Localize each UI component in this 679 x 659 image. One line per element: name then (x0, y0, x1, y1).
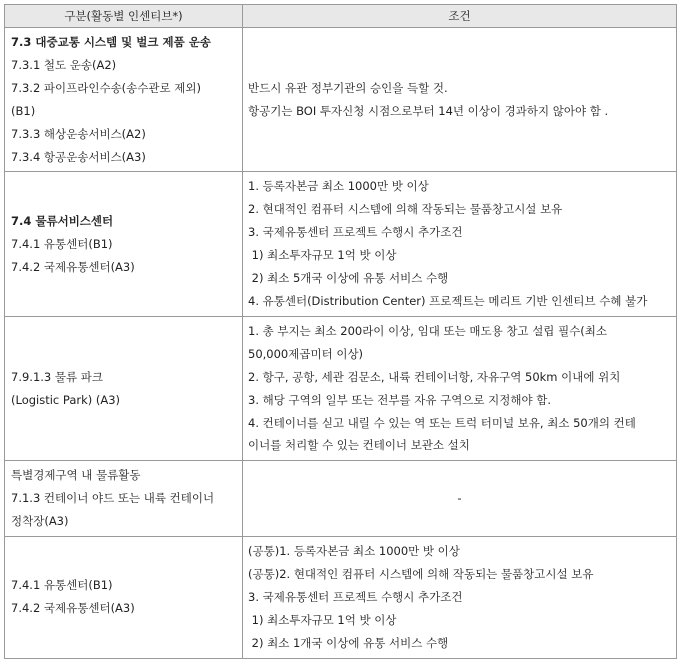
table-row (5, 28, 677, 172)
incentive-conditions-table (4, 4, 677, 659)
category-line: (Logistic Park) (A3) (11, 392, 121, 407)
conditions-cell (243, 461, 677, 537)
category-line: 7.9.1.3 물류 파크 (11, 369, 103, 384)
category-line: 7.3.2 파이프라인수송(송수관로 제외) (11, 80, 201, 95)
category-line: 7.4.2 국제유통센터(A3) (11, 601, 135, 616)
condition-line: 1) 최소투자규모 1억 밧 이상 (248, 612, 397, 627)
header-conditions: 조건 (243, 5, 677, 28)
category-line: 7.4.1 유통센터(B1) (11, 236, 113, 251)
category-line: 7.4.2 국제유통센터(A3) (11, 259, 135, 274)
condition-line: 2. 항구, 공항, 세관 검문소, 내륙 컨테이너항, 자유구역 50km 이내에 위치 (248, 369, 621, 384)
conditions-cell (243, 28, 677, 172)
header-category: 구분(활동별 인센티브*) (5, 5, 243, 28)
category-line: 7.1.3 컨테이너 야드 또는 내륙 컨테이너 (11, 491, 215, 506)
category-line: 7.3.4 항공운송서비스(A3) (11, 149, 146, 164)
table-row (5, 172, 677, 316)
table-row (5, 537, 677, 659)
condition-line: (공통)1. 등록자본금 최소 1000만 밧 이상 (248, 544, 460, 559)
category-line: 7.3.1 철도 운송(A2) (11, 57, 117, 72)
category-cell (5, 537, 243, 659)
category-line: 7.4.1 유통센터(B1) (11, 578, 113, 593)
condition-line: 1) 최소투자규모 1억 밧 이상 (248, 248, 397, 263)
table-row (5, 461, 677, 537)
table-header-row (5, 5, 677, 28)
condition-line: 2) 최소 5개국 이상에 유통 서비스 수행 (248, 271, 449, 286)
category-cell (5, 316, 243, 460)
category-line: 7.3.3 해상운송서비스(A2) (11, 126, 146, 141)
condition-line: 1. 총 부지는 최소 200라이 이상, 임대 또는 매도용 창고 설립 필수(최소 (248, 323, 607, 338)
category-cell (5, 28, 243, 172)
table-row (5, 316, 677, 460)
condition-line: (공통)2. 현대적인 컴퓨터 시스템에 의해 작동되는 물품창고시설 보유 (248, 566, 594, 581)
condition-line: 3. 국제유통센터 프로젝트 수행시 추가조건 (248, 589, 463, 604)
condition-line: 항공기는 BOI 투자신청 시점으로부터 14년 이상이 경과하지 않아야 함 . (248, 103, 609, 118)
condition-line: 3. 해당 구역의 일부 또는 전부를 자유 구역으로 지정해야 함. (248, 392, 552, 407)
condition-line: 1. 등록자본금 최소 1000만 밧 이상 (248, 179, 429, 194)
condition-line: - (457, 491, 462, 506)
condition-line: 3. 국제유통센터 프로젝트 수행시 추가조건 (248, 225, 463, 240)
condition-line: 2) 최소 1개국 이상에 유통 서비스 수행 (248, 635, 449, 650)
incentive-table-container (4, 4, 676, 659)
condition-line: 2. 현대적인 컴퓨터 시스템에 의해 작동되는 물품창고시설 보유 (248, 202, 563, 217)
category-cell (5, 172, 243, 316)
category-line: 7.3 대중교통 시스템 및 벌크 제품 운송 (11, 35, 211, 49)
conditions-cell (243, 316, 677, 460)
conditions-cell (243, 172, 677, 316)
category-line: (B1) (11, 103, 36, 118)
category-line: 7.4 물류서비스센터 (11, 213, 114, 228)
condition-line: 반드시 유관 정부기관의 승인을 득할 것. (248, 80, 448, 95)
category-line: 정착장(A3) (11, 514, 69, 529)
condition-line: 4. 컨테이너를 싣고 내릴 수 있는 역 또는 트럭 터미널 보유, 최소 50개의 컨테 (248, 415, 636, 430)
category-line: 특별경제구역 내 물류활동 (11, 468, 141, 483)
condition-line: 50,000제곱미터 이상) (248, 346, 364, 361)
condition-line: 4. 유통센터(Distribution Center) 프로젝트는 메리트 기반 인센티브 수혜 불가 (248, 293, 648, 308)
conditions-cell (243, 537, 677, 659)
category-cell (5, 461, 243, 537)
condition-line: 이너를 처리할 수 있는 컨테이너 보관소 설치 (248, 438, 470, 453)
